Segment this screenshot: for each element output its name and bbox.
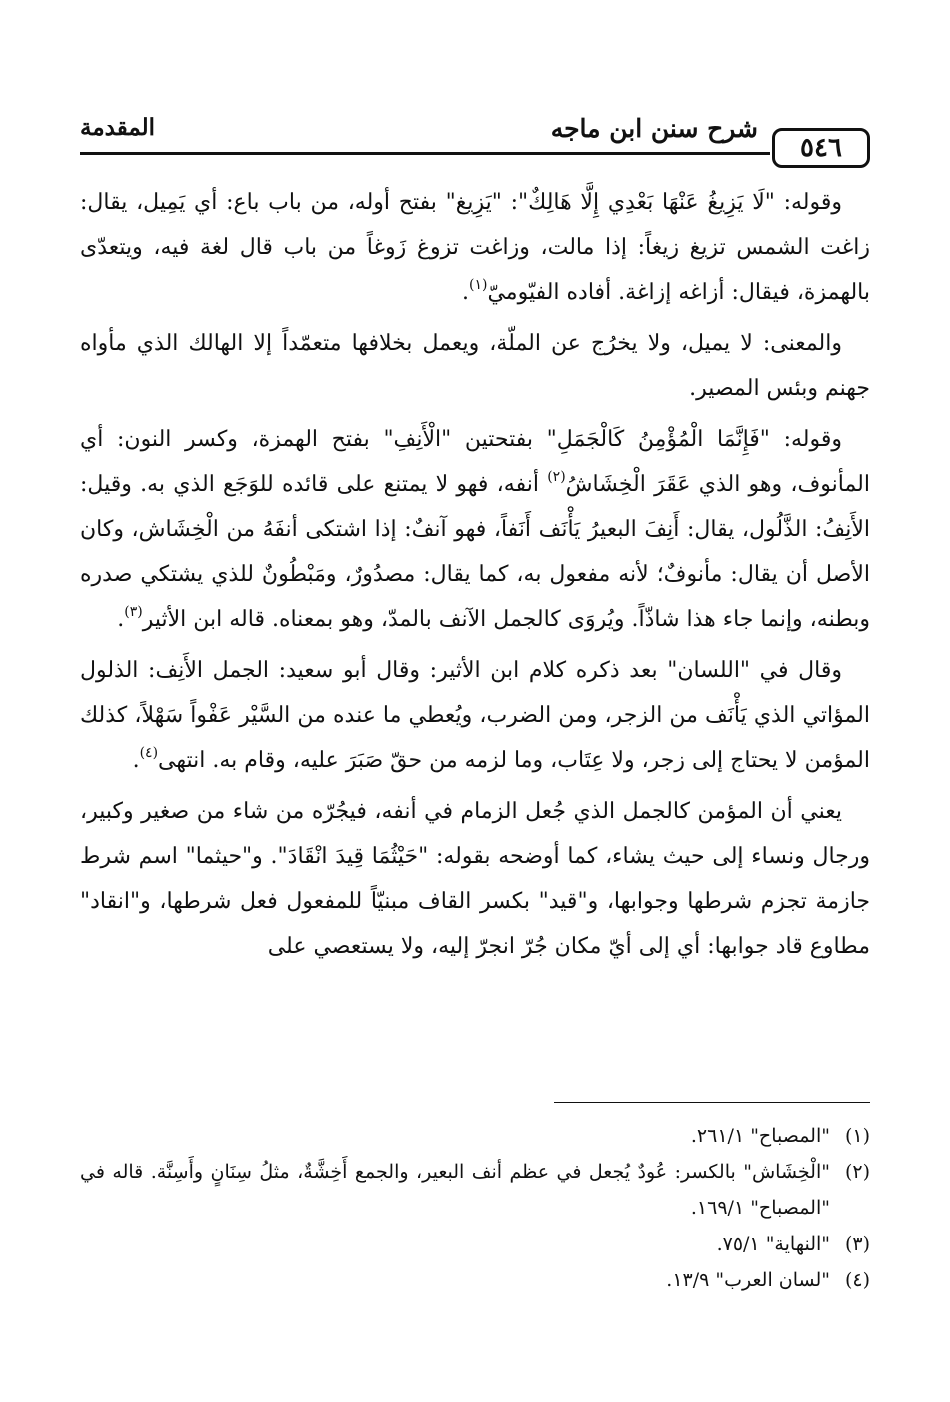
footnote-separator <box>554 1102 870 1103</box>
paragraph-2 <box>80 321 870 411</box>
footnote-1 <box>80 1118 870 1154</box>
body-text <box>80 180 870 975</box>
footnote-4 <box>80 1262 870 1298</box>
paragraph-text: وقوله: "فَإِنَّمَا الْمُؤْمِنُ كَالْجَمَلِ" بفتحتين "الْأَنِفِ" بفتح الهمزة، وكسر النون: أي المأنوف، وهو الذي عَقَرَ الْخِشَاشُ <box>80 427 870 497</box>
footnote-text: "لسان العرب" ١٣/٩. <box>666 1269 830 1291</box>
footnote-ref[interactable]: (٣) <box>124 604 143 620</box>
paragraph-text-cont: أنفه، فهو لا يمتنع على قائده للوَجَع الذي به. وقيل: الأَنِفُ: الذَّلُول، يقال: أَنِفَ البعيرُ يَأْنَف أَنَفاً، فهو آنفٌ: إذا اشتكى أنفَهُ من الْخِشَاش، وكان الأصل أن يقال: مأنوفٌ؛ لأنه مفعول به، كما يقال: مصدُورٌ، ومَبْطُونٌ للذي يشتكي صدره وبطنه، وإنما جاء هذا شاذّاً. ويُروَى كالجمل الآنف بالمدّ، وهو بمعناه. قاله ابن الأثير <box>80 472 870 632</box>
paragraph-3 <box>80 417 870 642</box>
paragraph-text: وقوله: "لَا يَزِيغُ عَنْهَا بَعْدِي إِلَّا هَالِكٌ": "يَزِيغ" بفتح أوله، من باب باع: أي يَمِيل، يقال: زاغت الشمس تزيغ زيغاً: إذا مالت، وزاغت تزوغ زَوغاً من باب قال لغة فيه، ويتعدّى بالهمزة، فيقال: أزاغه إزاغة. أفاده الفيّوميّ <box>80 190 870 305</box>
footnote-text: "المصباح" ٢٦١/١. <box>690 1125 830 1147</box>
book-title: شرح سنن ابن ماجه <box>550 114 758 143</box>
footnote-number: (٢) <box>844 1161 870 1183</box>
paragraph-4 <box>80 648 870 783</box>
page-number: ٥٤٦ <box>772 128 870 168</box>
section-title: المقدمة <box>80 114 156 141</box>
paragraph-tail: . <box>462 280 469 305</box>
paragraph-1 <box>80 180 870 315</box>
paragraph-tail: . <box>132 748 140 773</box>
paragraph-text: والمعنى: لا يميل، ولا يخرُج عن الملّة، ويعمل بخلافها متعمّداً إلا الهالك الذي مأواه جهنم وبئس المصير. <box>80 331 870 401</box>
footnote-ref[interactable]: (٢) <box>547 469 566 485</box>
footnote-ref[interactable]: (١) <box>469 277 488 293</box>
page-header <box>80 110 870 172</box>
footnote-ref[interactable]: (٤) <box>139 745 159 761</box>
paragraph-text: يعني أن المؤمن كالجمل الذي جُعل الزمام في أنفه، فيجُرّه من شاء من صغير وكبير، ورجال ونساء إلى حيث يشاء، كما أوضحه بقوله: "حَيْثُمَا قِيدَ انْقَادَ". و"حيثما" اسم شرط جازمة تجزم شرطها وجوابها، و"قيد" بكسر القاف مبنيّاً للمفعول فعل شرطها، و"انقاد" مطاوع قاد جوابها: أي إلى أيّ مكان جُرّ انجرّ إليه، ولا يستعصي على <box>80 799 870 959</box>
footnotes <box>80 1118 870 1298</box>
footnote-text: "النهاية" ٧٥/١. <box>716 1233 830 1255</box>
footnote-2 <box>80 1154 870 1226</box>
header-rule <box>80 152 770 155</box>
footnote-number: (٣) <box>844 1233 870 1255</box>
footnote-3 <box>80 1226 870 1262</box>
footnote-number: (٤) <box>844 1269 870 1291</box>
paragraph-5 <box>80 789 870 969</box>
footnote-number: (١) <box>844 1125 870 1147</box>
paragraph-text: وقال في "اللسان" بعد ذكره كلام ابن الأثير: وقال أبو سعيد: الجمل الأَنِف: الذلول المؤاتي الذي يَأْنَف من الزجر، ومن الضرب، ويُعطي ما عنده من السَّيْر عَفْواً سَهْلاً، كذلك المؤمن لا يحتاج إلى زجر، ولا عِتَاب، وما لزمه من حقّ صَبَرَ عليه، وقام به. انتهى <box>80 658 870 773</box>
paragraph-tail: . <box>117 607 125 632</box>
footnote-text: "الْخِشَاش" بالكسر: عُودٌ يُجعل في عظم أنف البعير، والجمع أَخِشَّةٌ، مثلُ سِنَانٍ وأَسِنَّة. قاله في "المصباح" ١٦٩/١. <box>80 1161 830 1219</box>
